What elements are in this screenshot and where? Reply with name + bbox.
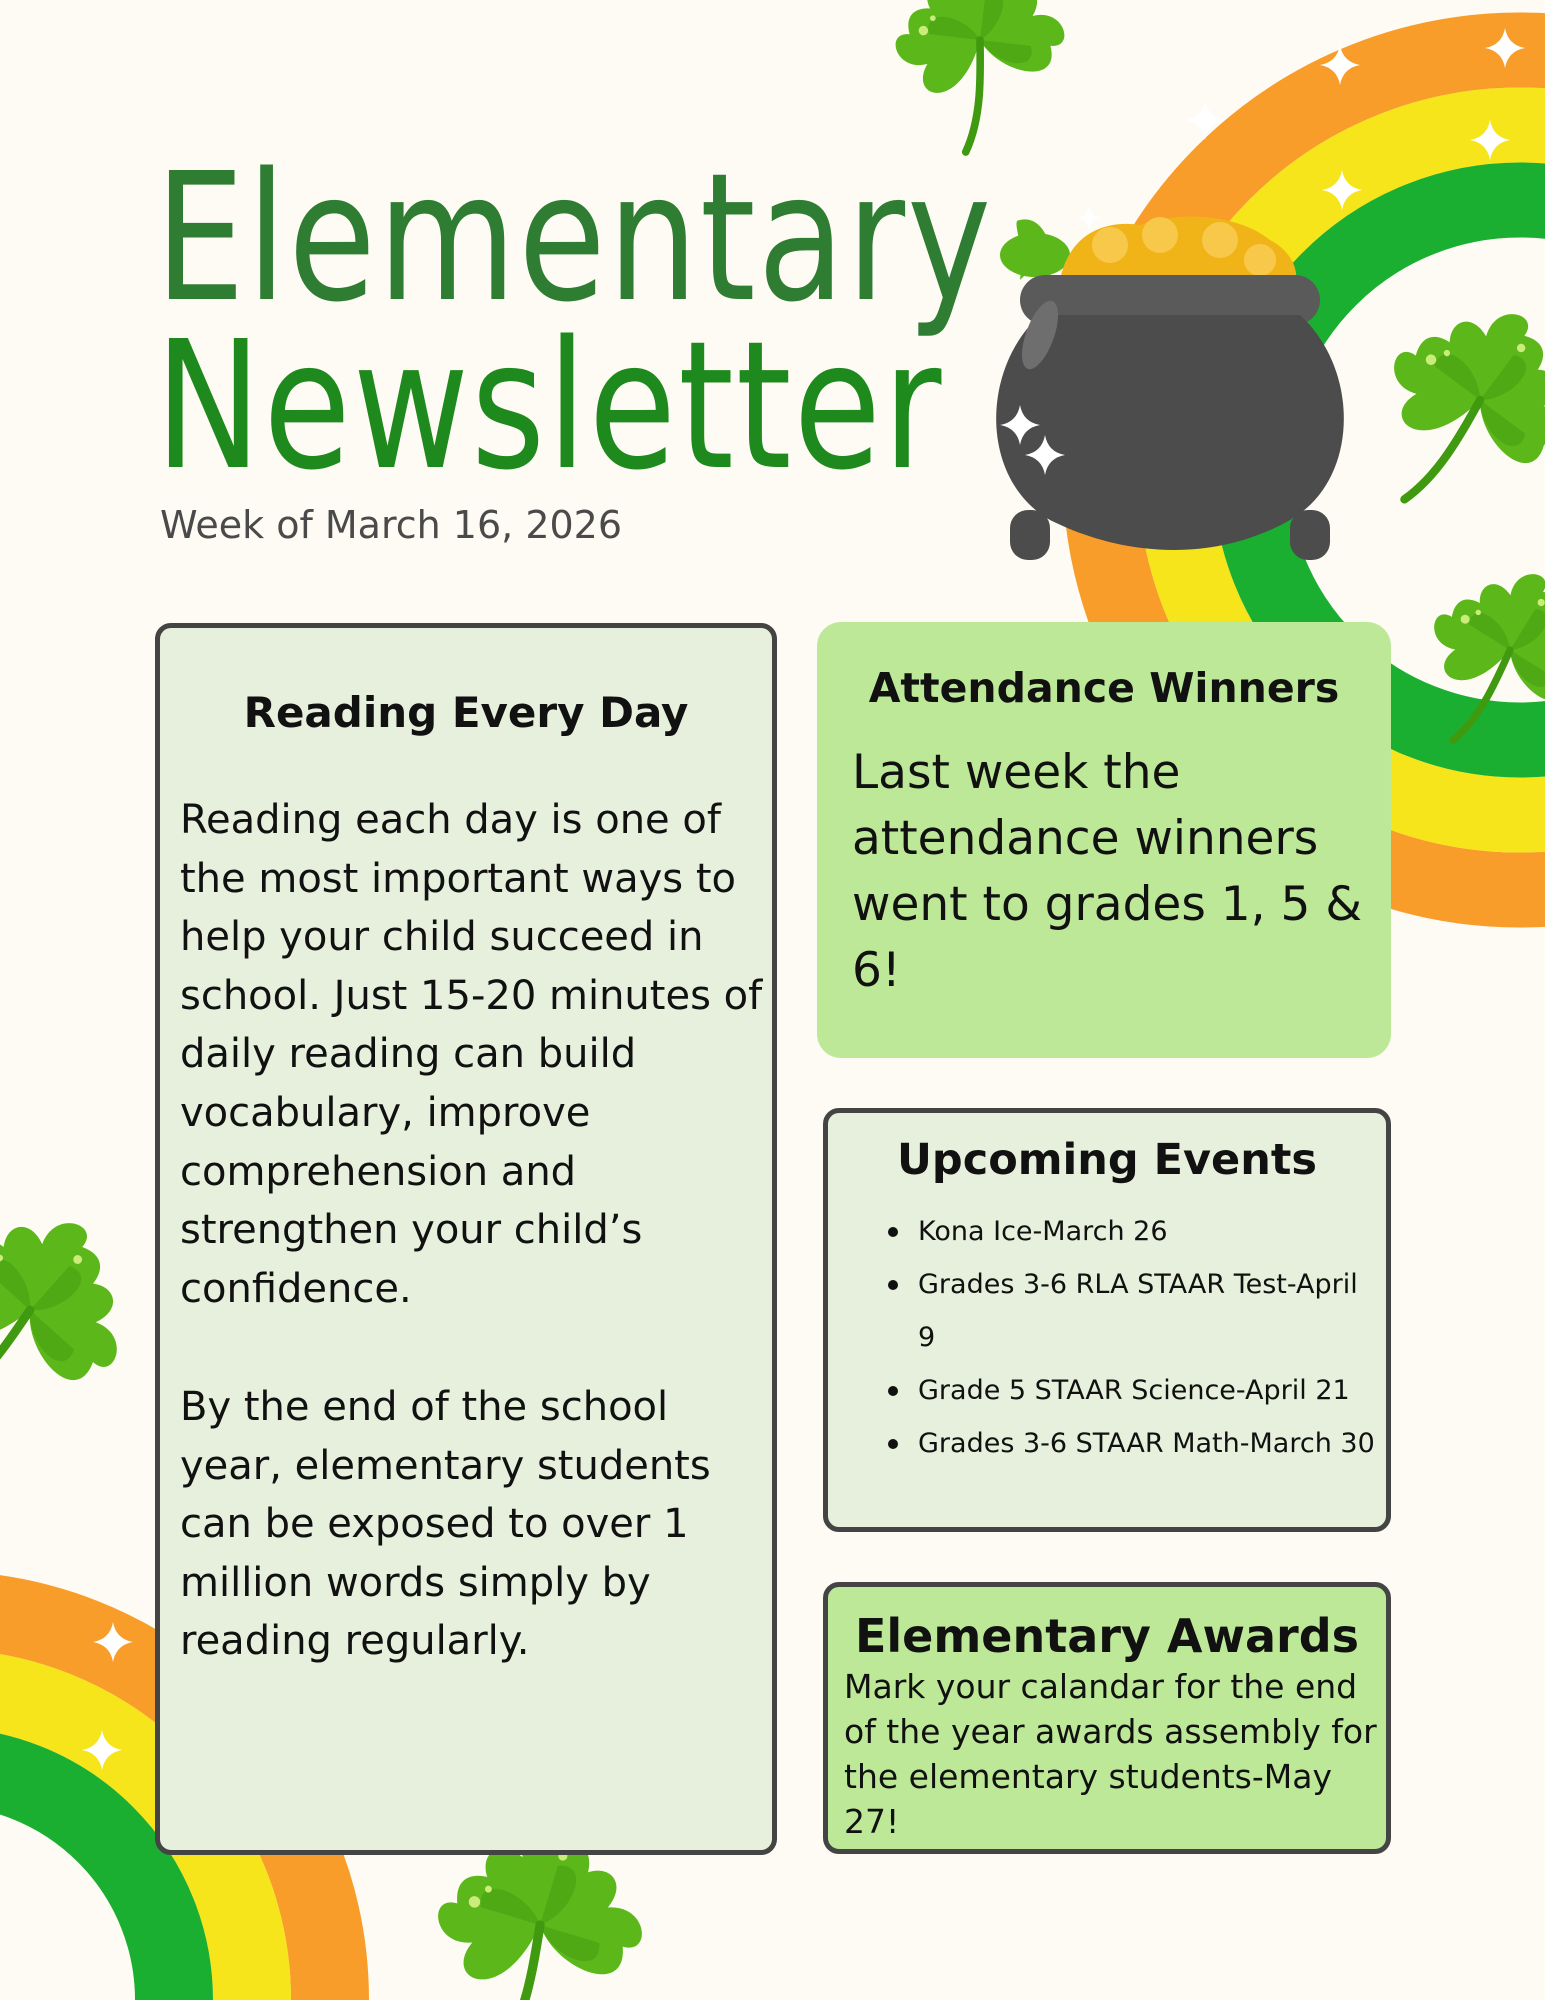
week-date: Week of March 16, 2026 bbox=[160, 503, 623, 547]
events-title: Upcoming Events bbox=[897, 1135, 1317, 1185]
reading-paragraph-1: Reading each day is one of the most important ways to help your child succeed in school. Just 15-20 minutes of daily reading can build vocabulary, improve comprehension and strengthen your child’s confidence. bbox=[180, 797, 763, 1312]
event-item: Grade 5 STAAR Science-April 21 bbox=[918, 1364, 1378, 1417]
clover-icon bbox=[540, 1925, 550, 1935]
newsletter-title-line2: Newsletter bbox=[155, 303, 944, 510]
clover-icon bbox=[980, 40, 990, 50]
awards-title: Elementary Awards bbox=[854, 1609, 1360, 1663]
clover-icon bbox=[1480, 400, 1490, 410]
attendance-winners-panel bbox=[817, 622, 1391, 1058]
events-list bbox=[828, 1205, 1378, 1470]
clover-icon bbox=[1510, 650, 1520, 660]
event-item: Grades 3-6 RLA STAAR Test-April 9 bbox=[918, 1258, 1378, 1364]
attendance-body: Last week the attendance winners went to grades 1, 5 & 6! bbox=[852, 745, 1363, 998]
reading-title: Reading Every Day bbox=[243, 688, 689, 737]
clover-icon bbox=[30, 1310, 40, 1320]
newsletter-title-line1: Elementary bbox=[155, 135, 994, 342]
upcoming-events-panel bbox=[823, 1108, 1391, 1532]
event-item: Kona Ice-March 26 bbox=[918, 1205, 1378, 1258]
event-item: Grades 3-6 STAAR Math-March 30 bbox=[918, 1417, 1378, 1470]
reading-paragraph-2: By the end of the school year, elementary students can be exposed to over 1 million words simply by reading regularly. bbox=[180, 1384, 711, 1665]
reading-every-day-panel bbox=[155, 623, 777, 1855]
awards-body: Mark your calandar for the end of the year awards assembly for the elementary students-May 27! bbox=[844, 1667, 1377, 1841]
attendance-title: Attendance Winners bbox=[868, 664, 1340, 712]
pot-of-gold-icon bbox=[990, 200, 1350, 570]
elementary-awards-panel bbox=[823, 1582, 1391, 1854]
